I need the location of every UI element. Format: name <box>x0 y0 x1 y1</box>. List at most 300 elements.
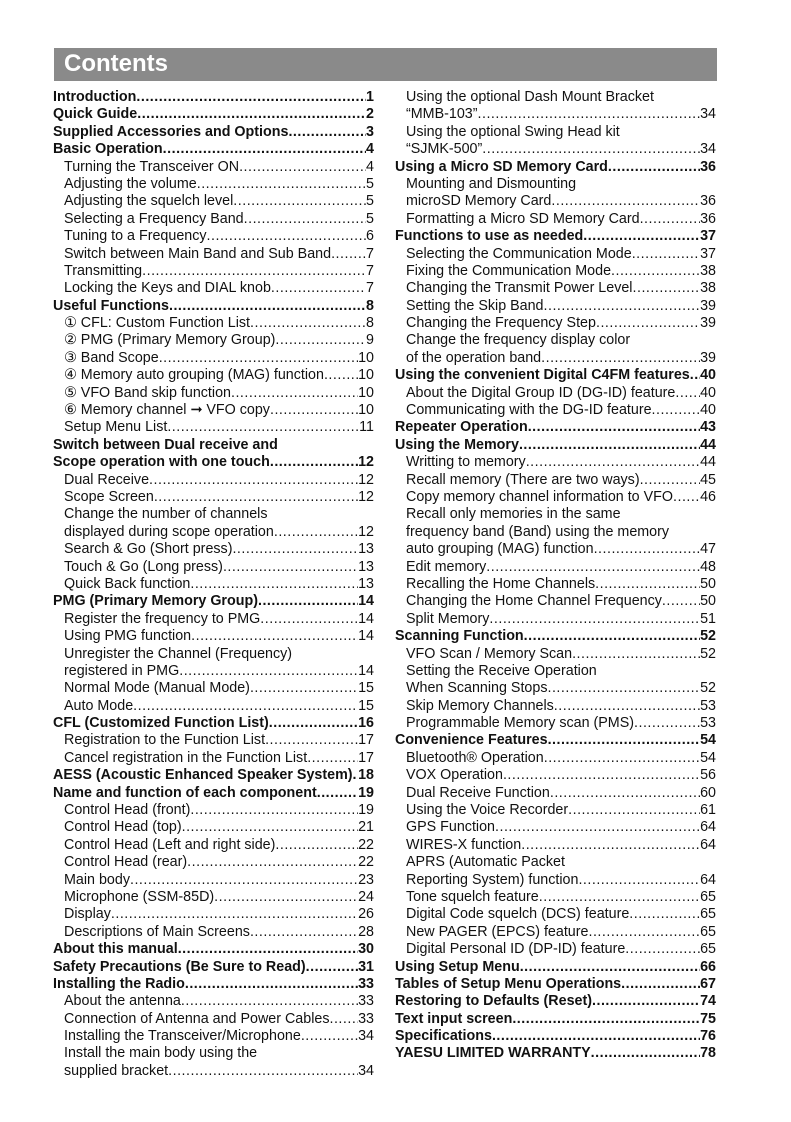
toc-entry[interactable] <box>53 646 374 663</box>
toc-entry-title: Bluetooth® Operation <box>406 749 544 766</box>
toc-leader-dots <box>136 89 366 106</box>
toc-entry-title: Cancel registration in the Function List <box>64 749 308 766</box>
toc-entry-title: Descriptions of Main Screens <box>64 923 250 940</box>
toc-page-number: 12 <box>358 454 374 471</box>
toc-page-number: 23 <box>358 871 374 888</box>
toc-entry[interactable] <box>53 576 374 593</box>
toc-page-number: 48 <box>700 558 716 575</box>
toc-entry[interactable] <box>53 732 374 749</box>
toc-entry[interactable] <box>53 159 374 176</box>
toc-entry[interactable] <box>395 959 716 976</box>
toc-entry-title: Turning the Transceiver ON <box>64 158 240 175</box>
toc-entry[interactable] <box>395 472 716 489</box>
toc-page-number: 53 <box>700 697 716 714</box>
toc-leader-dots <box>214 889 358 906</box>
toc-page-number: 14 <box>358 662 374 679</box>
toc-leader-dots <box>163 141 366 158</box>
toc-page-number: 12 <box>358 471 374 488</box>
toc-leader-dots <box>544 298 701 315</box>
toc-page-number: 44 <box>700 436 716 453</box>
toc-entry-title: Display <box>64 906 111 923</box>
toc-entry-title: Switch between Main Band and Sub Band <box>64 245 332 262</box>
toc-entry[interactable] <box>395 976 716 993</box>
toc-page-number: 33 <box>358 975 374 992</box>
toc-entry[interactable] <box>395 663 716 680</box>
toc-entry[interactable] <box>53 350 374 367</box>
toc-leader-dots <box>137 106 366 123</box>
toc-entry[interactable] <box>395 819 716 836</box>
toc-page-number: 4 <box>366 158 374 175</box>
toc-page-number: 10 <box>358 402 374 419</box>
toc-page-number: 60 <box>700 784 716 801</box>
toc-leader-dots <box>169 298 366 315</box>
toc-leader-dots <box>270 454 358 471</box>
toc-entry-title: ② PMG (Primary Memory Group) <box>64 332 276 349</box>
toc-entry-title: Using a Micro SD Memory Card <box>395 158 608 175</box>
toc-entry-title: Using the convenient Digital C4FM features <box>395 367 690 384</box>
toc-page-number: 64 <box>700 871 716 888</box>
toc-entry[interactable] <box>395 611 716 628</box>
toc-page-number: 75 <box>700 1010 716 1027</box>
toc-entry-title: ④ Memory auto grouping (MAG) function <box>64 367 324 384</box>
toc-page-number: 18 <box>358 767 374 784</box>
toc-entry-title: Quick Back function <box>64 575 191 592</box>
toc-entry[interactable] <box>53 872 374 889</box>
toc-page-number: 9 <box>366 332 374 349</box>
toc-leader-dots <box>625 941 700 958</box>
toc-page-number: 6 <box>366 228 374 245</box>
toc-entry-title: Reporting System) function <box>406 871 579 888</box>
toc-entry[interactable] <box>53 993 374 1010</box>
toc-entry[interactable] <box>395 298 716 315</box>
toc-entry[interactable] <box>53 332 374 349</box>
toc-entry[interactable] <box>53 367 374 384</box>
toc-page-number: 26 <box>358 906 374 923</box>
toc-entry-title: supplied bracket <box>64 1062 169 1079</box>
toc-entry-title: microSD Memory Card <box>406 193 552 210</box>
toc-page-number: 3 <box>366 123 374 140</box>
toc-entry[interactable] <box>395 854 716 871</box>
toc-page-number: 52 <box>700 680 716 697</box>
toc-leader-dots <box>181 993 358 1010</box>
toc-entry[interactable] <box>53 298 374 315</box>
toc-page-number: 15 <box>358 697 374 714</box>
toc-page-number: 22 <box>358 854 374 871</box>
toc-entry[interactable] <box>395 750 716 767</box>
toc-page-number: 7 <box>366 262 374 279</box>
toc-entry[interactable] <box>53 837 374 854</box>
toc-entry[interactable] <box>53 1045 374 1062</box>
toc-entry-title: Writting to memory <box>406 454 526 471</box>
toc-entry[interactable] <box>395 367 716 384</box>
toc-leader-dots <box>539 889 700 906</box>
toc-entry[interactable] <box>53 941 374 958</box>
toc-entry-title: New PAGER (EPCS) feature <box>406 923 589 940</box>
toc-entry-title: CFL (Customized Function List) <box>53 715 269 732</box>
toc-entry[interactable] <box>53 454 374 471</box>
toc-page-number: 30 <box>358 941 374 958</box>
toc-entry-title: Tuning to a Frequency <box>64 228 207 245</box>
toc-leader-dots <box>250 315 366 332</box>
toc-entry[interactable] <box>395 506 716 523</box>
toc-entry-title: Changing the Frequency Step <box>406 315 596 332</box>
toc-entry[interactable] <box>395 228 716 245</box>
toc-entry[interactable] <box>53 854 374 871</box>
toc-entry[interactable] <box>53 750 374 767</box>
toc-entry-title: “SJMK-500” <box>406 141 483 158</box>
toc-leader-dots <box>301 1028 358 1045</box>
toc-entry[interactable] <box>53 976 374 993</box>
toc-entry-title: Restoring to Defaults (Reset) <box>395 993 593 1010</box>
toc-entry[interactable] <box>53 906 374 923</box>
toc-entry[interactable] <box>395 280 716 297</box>
toc-leader-dots <box>142 263 366 280</box>
toc-leader-dots <box>331 246 366 263</box>
toc-leader-dots <box>629 906 700 923</box>
toc-entry[interactable] <box>53 385 374 402</box>
toc-entry[interactable] <box>53 663 374 680</box>
toc-leader-dots <box>154 489 358 506</box>
toc-entry[interactable] <box>395 993 716 1010</box>
toc-entry-title: Using the Voice Recorder <box>406 802 569 819</box>
toc-entry[interactable] <box>53 680 374 697</box>
toc-entry-title: Change the frequency display color <box>406 332 631 349</box>
toc-entry[interactable] <box>53 89 374 106</box>
toc-entry[interactable] <box>395 489 716 506</box>
toc-entry-title: Recall memory (There are two ways) <box>406 471 640 488</box>
toc-leader-dots <box>233 193 366 210</box>
toc-leader-dots <box>640 211 701 228</box>
toc-leader-dots <box>133 698 358 715</box>
toc-entry-title: Installing the Transceiver/Microphone <box>64 1028 301 1045</box>
toc-entry-title: Useful Functions <box>53 297 169 314</box>
toc-leader-dots <box>274 524 358 541</box>
toc-page-number: 56 <box>700 767 716 784</box>
toc-page-number: 54 <box>700 749 716 766</box>
toc-page-number: 37 <box>700 245 716 262</box>
toc-entry-title: Specifications <box>395 1028 492 1045</box>
toc-leader-dots <box>250 680 358 697</box>
toc-entry-title: Setting the Skip Band <box>406 297 544 314</box>
toc-page-number: 37 <box>700 228 716 245</box>
toc-leader-dots <box>168 1063 358 1080</box>
toc-leader-dots <box>662 593 700 610</box>
toc-leader-dots <box>611 263 700 280</box>
toc-page-number: 34 <box>358 1028 374 1045</box>
toc-page-number: 40 <box>700 367 716 384</box>
toc-entry[interactable] <box>395 837 716 854</box>
toc-entry[interactable] <box>53 124 374 141</box>
toc-page-number: 4 <box>366 141 374 158</box>
toc-leader-dots <box>111 906 358 923</box>
toc-page-number: 40 <box>700 384 716 401</box>
toc-entry[interactable] <box>53 315 374 332</box>
toc-leader-dots <box>317 785 358 802</box>
toc-entry-title: ③ Band Scope <box>64 349 159 366</box>
toc-page-number: 19 <box>358 784 374 801</box>
toc-entry[interactable] <box>53 1063 374 1080</box>
toc-entry[interactable] <box>395 732 716 749</box>
toc-entry[interactable] <box>53 959 374 976</box>
toc-left-column <box>53 89 374 1080</box>
toc-entry[interactable] <box>395 454 716 471</box>
toc-leader-dots <box>512 1011 700 1028</box>
toc-leader-dots <box>591 1045 700 1062</box>
toc-page-number: 31 <box>358 958 374 975</box>
toc-entry-title: Setting the Receive Operation <box>406 662 597 679</box>
toc-leader-dots <box>329 1011 358 1028</box>
toc-leader-dots <box>185 976 358 993</box>
toc-page-number: 64 <box>700 819 716 836</box>
toc-leader-dots <box>482 141 700 158</box>
toc-entry[interactable] <box>53 489 374 506</box>
toc-entry-title: registered in PMG <box>64 662 180 679</box>
toc-entry[interactable] <box>395 193 716 210</box>
toc-page-number: 14 <box>358 628 374 645</box>
toc-page-number: 66 <box>700 958 716 975</box>
toc-entry[interactable] <box>53 176 374 193</box>
toc-entry[interactable] <box>395 680 716 697</box>
toc-page-number: 38 <box>700 280 716 297</box>
toc-page-number: 33 <box>358 1010 374 1027</box>
toc-entry[interactable] <box>53 437 374 454</box>
toc-entry[interactable] <box>395 767 716 784</box>
toc-leader-dots <box>608 159 700 176</box>
toc-entry[interactable] <box>395 646 716 663</box>
toc-page-number: 15 <box>358 680 374 697</box>
toc-page-number: 65 <box>700 888 716 905</box>
toc-entry[interactable] <box>53 559 374 576</box>
toc-entry[interactable] <box>53 715 374 732</box>
toc-page-number: 21 <box>358 819 374 836</box>
toc-page-number: 54 <box>700 732 716 749</box>
toc-leader-dots <box>640 472 701 489</box>
toc-page-number: 12 <box>358 488 374 505</box>
toc-right-column <box>395 89 716 1063</box>
toc-entry[interactable] <box>395 419 716 436</box>
toc-page-number: 36 <box>700 158 716 175</box>
toc-entry-title: AESS (Acoustic Enhanced Speaker System) <box>53 767 353 784</box>
toc-entry[interactable] <box>53 1028 374 1045</box>
toc-entry-title: “MMB-103” <box>406 106 478 123</box>
toc-entry[interactable] <box>53 785 374 802</box>
toc-leader-dots <box>550 785 700 802</box>
toc-entry[interactable] <box>53 924 374 941</box>
toc-entry[interactable] <box>395 872 716 889</box>
toc-entry[interactable] <box>53 402 374 419</box>
toc-entry-title: Mounting and Dismounting <box>406 175 577 192</box>
toc-entry-title: Switch between Dual receive and <box>53 436 278 453</box>
toc-entry[interactable] <box>395 1045 716 1062</box>
toc-entry[interactable] <box>395 176 716 193</box>
toc-entry[interactable] <box>395 332 716 349</box>
toc-entry-title: Using Setup Menu <box>395 958 520 975</box>
toc-entry[interactable] <box>53 506 374 523</box>
toc-page-number: 10 <box>358 384 374 401</box>
toc-entry[interactable] <box>53 228 374 245</box>
toc-entry[interactable] <box>395 698 716 715</box>
toc-entry-title: ① CFL: Custom Function List <box>64 315 251 332</box>
toc-entry-title: Communicating with the DG-ID feature <box>406 402 652 419</box>
toc-page-number: 40 <box>700 402 716 419</box>
toc-page-number: 76 <box>700 1028 716 1045</box>
toc-entry[interactable] <box>395 315 716 332</box>
toc-entry[interactable] <box>395 628 716 645</box>
toc-leader-dots <box>275 332 366 349</box>
toc-page-number: 33 <box>358 993 374 1010</box>
toc-page-number: 19 <box>358 802 374 819</box>
toc-leader-dots <box>594 541 701 558</box>
toc-entry[interactable] <box>395 802 716 819</box>
toc-entry[interactable] <box>395 593 716 610</box>
toc-leader-dots <box>232 541 358 558</box>
toc-entry[interactable] <box>53 541 374 558</box>
toc-entry-title: GPS Function <box>406 819 495 836</box>
toc-page-number: 5 <box>366 193 374 210</box>
toc-entry-title: Functions to use as needed <box>395 228 584 245</box>
toc-entry[interactable] <box>395 211 716 228</box>
toc-entry[interactable] <box>395 106 716 123</box>
toc-entry-title: of the operation band <box>406 349 542 366</box>
toc-entry[interactable] <box>53 472 374 489</box>
toc-entry-title: YAESU LIMITED WARRANTY <box>395 1045 591 1062</box>
toc-leader-dots <box>690 367 700 384</box>
toc-entry[interactable] <box>53 263 374 280</box>
toc-entry[interactable] <box>53 593 374 610</box>
toc-entry[interactable] <box>53 802 374 819</box>
toc-entry-title: Tone squelch feature <box>406 888 539 905</box>
toc-page-number: 13 <box>358 575 374 592</box>
toc-entry[interactable] <box>53 611 374 628</box>
toc-leader-dots <box>652 402 701 419</box>
toc-leader-dots <box>521 837 700 854</box>
toc-entry[interactable] <box>395 437 716 454</box>
toc-entry[interactable] <box>53 819 374 836</box>
toc-leader-dots <box>167 419 359 436</box>
toc-leader-dots <box>489 611 700 628</box>
toc-entry[interactable] <box>395 906 716 923</box>
toc-entry-title: Main body <box>64 871 130 888</box>
toc-entry[interactable] <box>395 141 716 158</box>
toc-entry[interactable] <box>53 767 374 784</box>
toc-entry[interactable] <box>395 89 716 106</box>
toc-leader-dots <box>265 732 358 749</box>
toc-entry[interactable] <box>53 1011 374 1028</box>
toc-leader-dots <box>548 732 701 749</box>
toc-entry-title: Installing the Radio <box>53 975 185 992</box>
toc-entry-title: Control Head (top) <box>64 819 182 836</box>
toc-entry-title: Changing the Transmit Power Level <box>406 280 633 297</box>
toc-leader-dots <box>595 576 700 593</box>
toc-entry-title: Control Head (rear) <box>64 854 188 871</box>
toc-entry-title: Setup Menu List <box>64 419 168 436</box>
toc-leader-dots <box>149 472 358 489</box>
toc-entry-title: ⑤ VFO Band skip function <box>64 384 231 401</box>
toc-entry[interactable] <box>53 246 374 263</box>
toc-page-number: 5 <box>366 210 374 227</box>
toc-leader-dots <box>306 959 358 976</box>
toc-page-number: 34 <box>700 141 716 158</box>
toc-page-number: 16 <box>358 715 374 732</box>
toc-leader-dots <box>519 437 700 454</box>
toc-page-number: 50 <box>700 593 716 610</box>
toc-entry-title: Digital Personal ID (DP-ID) feature <box>406 941 626 958</box>
toc-entry[interactable] <box>395 541 716 558</box>
toc-entry[interactable] <box>53 698 374 715</box>
toc-entry-title: Name and function of each component <box>53 784 317 801</box>
toc-entry[interactable] <box>395 524 716 541</box>
toc-entry-title: Recalling the Home Channels <box>406 575 596 592</box>
toc-entry-title: About the antenna <box>64 993 181 1010</box>
toc-entry[interactable] <box>53 419 374 436</box>
toc-entry-title: Using the optional Swing Head kit <box>406 123 620 140</box>
toc-entry[interactable] <box>395 785 716 802</box>
toc-entry[interactable] <box>395 159 716 176</box>
toc-page-number: 1 <box>366 89 374 105</box>
toc-entry-title: Install the main body using the <box>64 1045 258 1062</box>
toc-entry[interactable] <box>53 141 374 158</box>
toc-entry[interactable] <box>53 106 374 123</box>
toc-entry[interactable] <box>395 889 716 906</box>
toc-entry-title: Introduction <box>53 89 137 105</box>
toc-entry[interactable] <box>395 559 716 576</box>
toc-entry[interactable] <box>395 385 716 402</box>
toc-entry-title: Changing the Home Channel Frequency <box>406 593 662 610</box>
toc-entry[interactable] <box>395 350 716 367</box>
toc-page-number: 17 <box>358 732 374 749</box>
toc-leader-dots <box>250 924 358 941</box>
toc-entry[interactable] <box>53 889 374 906</box>
toc-leader-dots <box>223 559 358 576</box>
toc-leader-dots <box>239 159 366 176</box>
toc-entry-title: Register the frequency to PMG <box>64 610 261 627</box>
toc-entry[interactable] <box>53 211 374 228</box>
toc-entry[interactable] <box>395 924 716 941</box>
toc-entry-title: Programmable Memory scan (PMS) <box>406 715 635 732</box>
toc-entry[interactable] <box>395 1028 716 1045</box>
toc-entry[interactable] <box>53 524 374 541</box>
toc-entry-title: Quick Guide <box>53 106 138 123</box>
page-title: Contents <box>64 50 168 77</box>
toc-leader-dots <box>190 576 358 593</box>
toc-page-number: 24 <box>358 888 374 905</box>
toc-entry-title: About the Digital Group ID (DG-ID) feature <box>406 384 676 401</box>
toc-entry[interactable] <box>53 193 374 210</box>
toc-entry[interactable] <box>53 628 374 645</box>
toc-entry-title: Basic Operation <box>53 141 163 158</box>
toc-page-number: 36 <box>700 210 716 227</box>
toc-entry-title: Skip Memory Channels <box>406 697 554 714</box>
toc-leader-dots <box>190 802 358 819</box>
toc-entry[interactable] <box>395 576 716 593</box>
toc-entry[interactable] <box>395 1011 716 1028</box>
toc-entry-title: Using the Memory <box>395 436 519 453</box>
toc-entry[interactable] <box>53 280 374 297</box>
toc-entry[interactable] <box>395 124 716 141</box>
toc-page-number: 14 <box>358 593 374 610</box>
toc-page-number: 28 <box>358 923 374 940</box>
toc-entry[interactable] <box>395 402 716 419</box>
toc-entry[interactable] <box>395 246 716 263</box>
toc-leader-dots <box>554 698 700 715</box>
toc-entry[interactable] <box>395 941 716 958</box>
toc-entry[interactable] <box>395 715 716 732</box>
toc-entry-title: Convenience Features <box>395 732 548 749</box>
toc-entry[interactable] <box>395 263 716 280</box>
toc-page-number: 47 <box>700 541 716 558</box>
toc-page-number: 34 <box>700 106 716 123</box>
toc-leader-dots <box>244 211 366 228</box>
